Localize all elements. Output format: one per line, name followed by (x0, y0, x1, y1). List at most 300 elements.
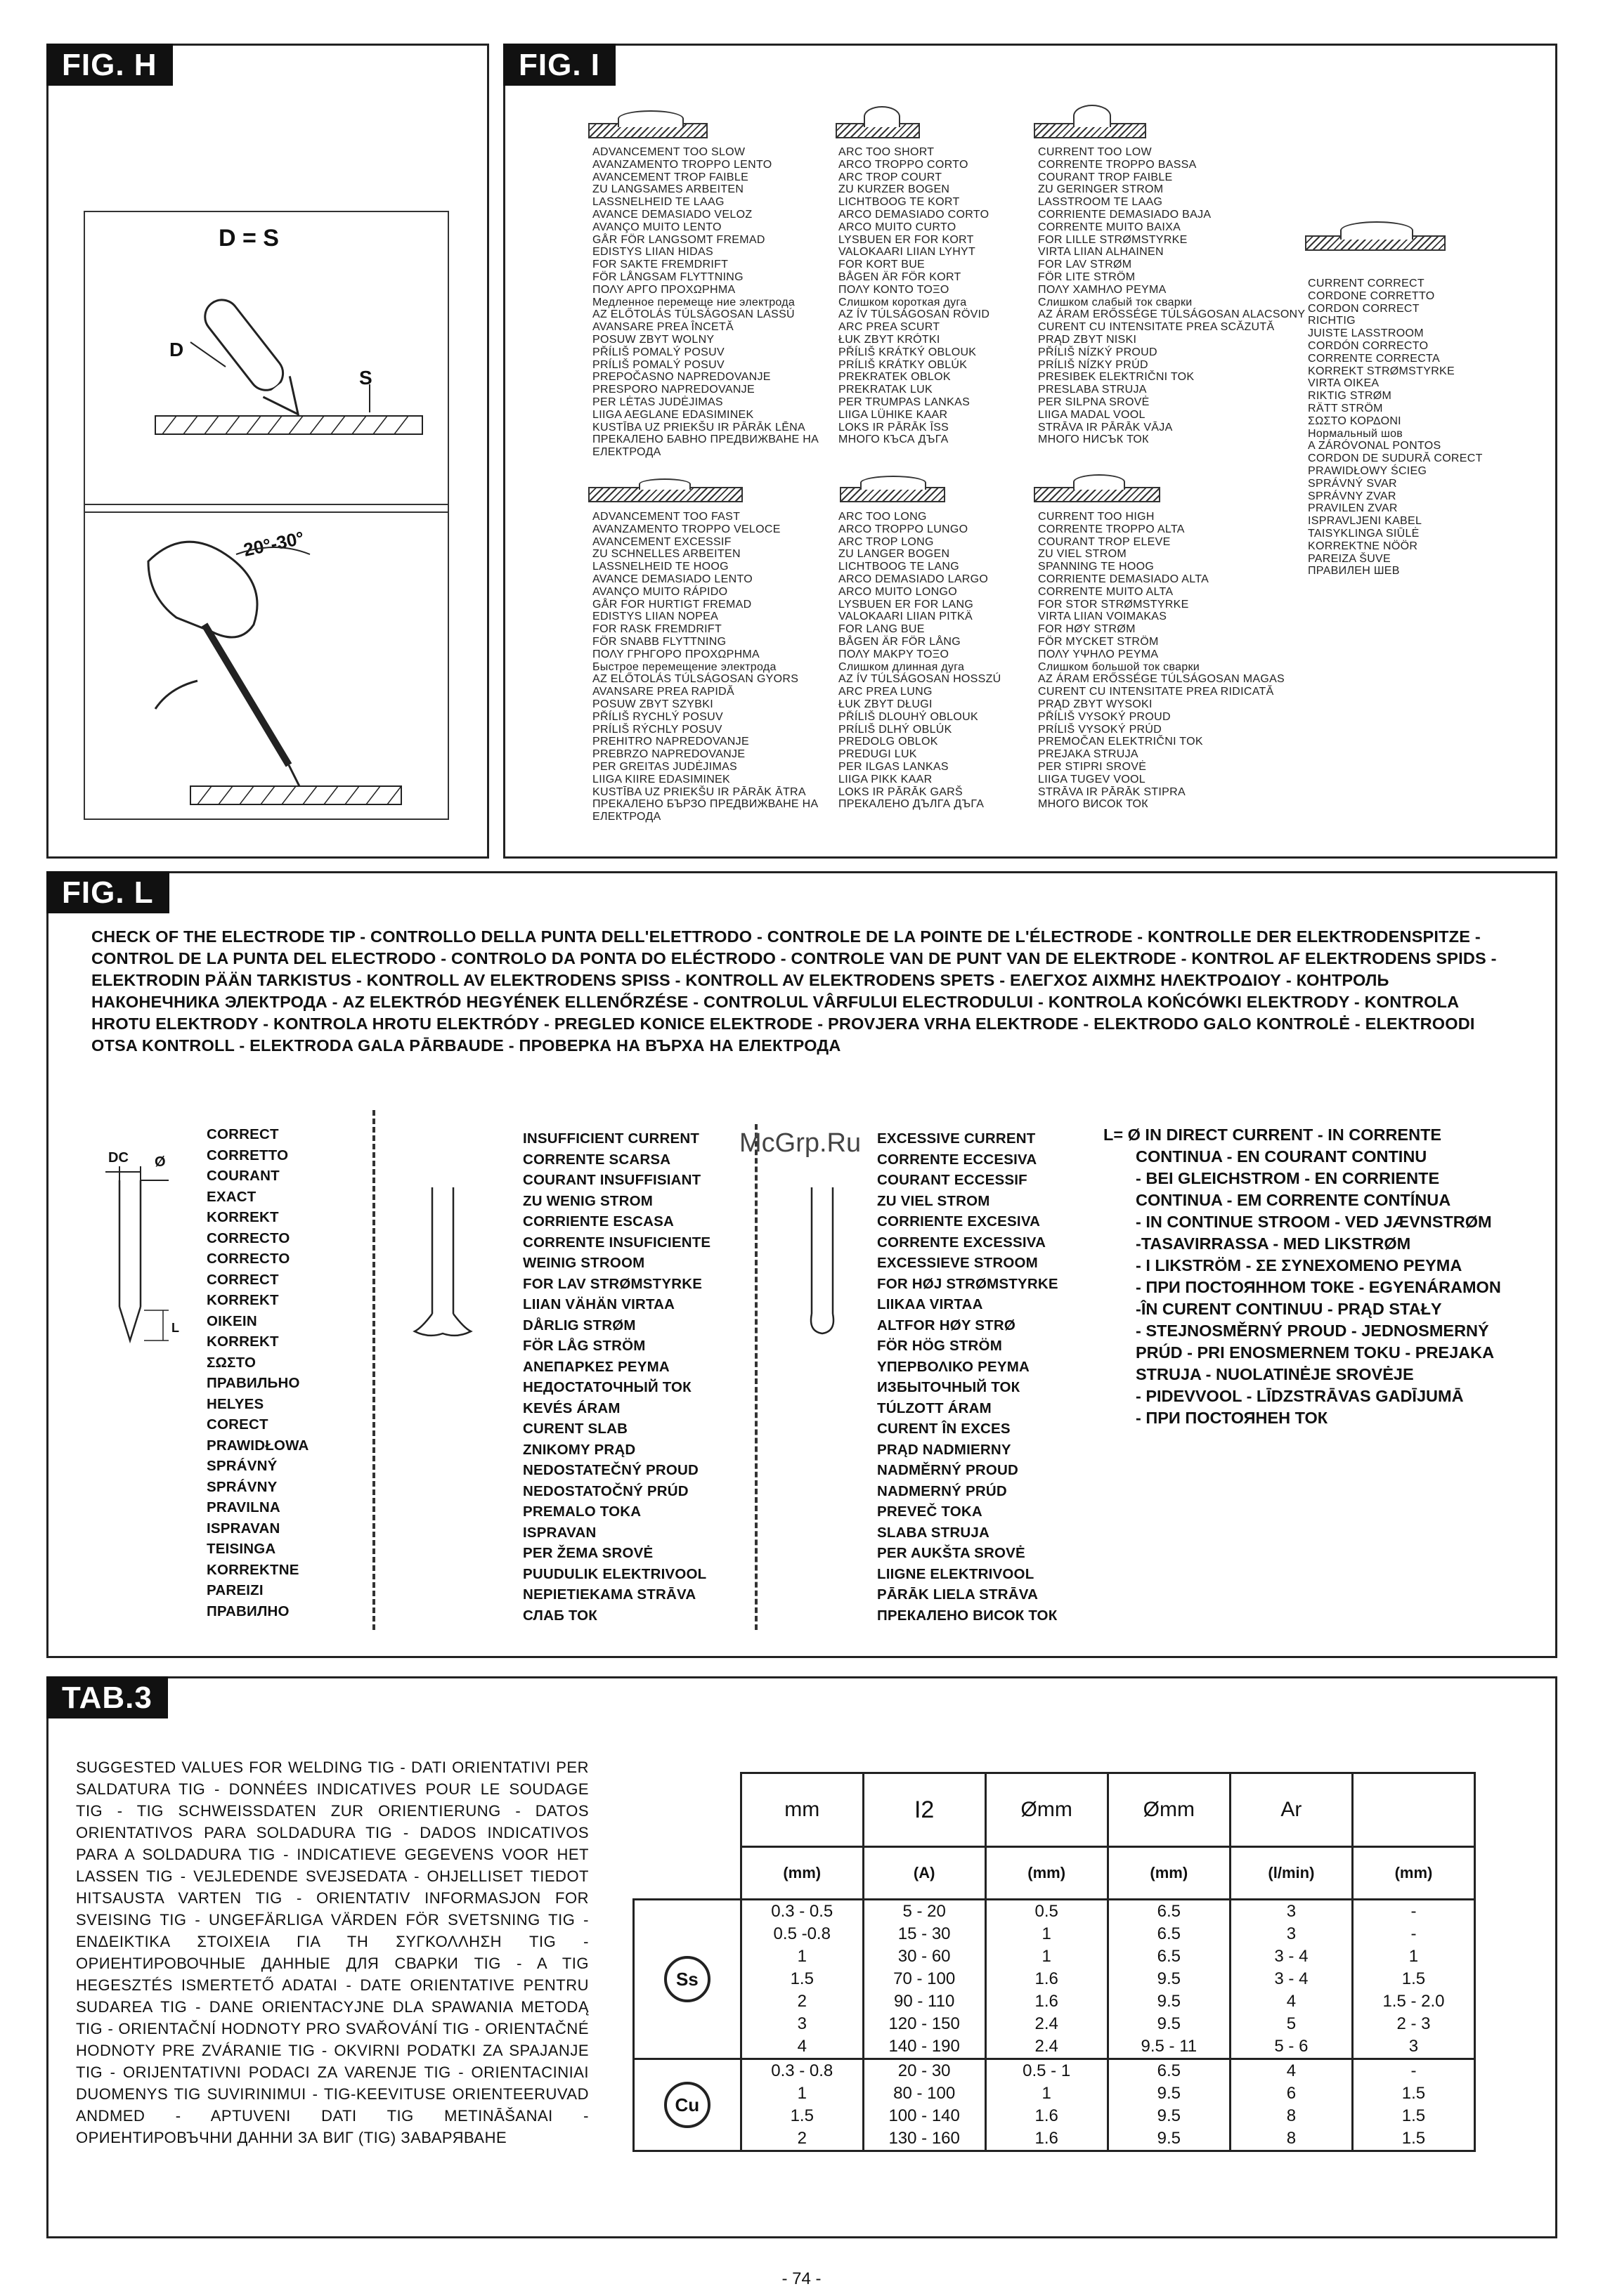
condition-line: CORRIENTE DEMASIADO ALTA (1038, 573, 1209, 585)
electrode-status-line: LIIAN VÄHÄN VIRTAA (523, 1296, 675, 1312)
table-cell: 6.5 (1108, 1923, 1230, 1945)
condition-line: LASSNELHEID TE LAAG (592, 196, 725, 209)
condition-line: FOR SAKTE FREMDRIFT (592, 259, 729, 271)
table-cell: 1 (985, 1945, 1108, 1968)
electrode-status-line: LIIKAA VIRTAA (877, 1296, 983, 1312)
condition-line: FOR STOR STRØMSTYRKE (1038, 598, 1189, 611)
fig-h-label: FIG. H (46, 44, 173, 86)
condition-line: ARC PREA SCURT (838, 321, 940, 334)
condition-line: ŁUK ZBYT KRÓTKI (838, 333, 940, 346)
table-cell: 20 - 30 (863, 2059, 985, 2083)
condition-line: ARCO DEMASIADO CORTO (838, 208, 989, 221)
condition-line: LIIGA TUGEV VOOL (1038, 773, 1146, 785)
fig-i-label: FIG. I (503, 44, 616, 86)
table-corner (634, 1847, 741, 1900)
condition-line: LASSNELHEID TE HOOG (592, 561, 729, 573)
condition-line: PŘÍLIŠ NÍZKÝ PROUD (1038, 346, 1157, 358)
electrode-status-line: ΣΩΣΤΟ (207, 1354, 257, 1371)
electrode-status-line: PRĄD NADMIERNY (877, 1441, 1011, 1458)
condition-line: PRÍLIŠ DLHÝ OBLÚK (838, 723, 952, 736)
table-cell: 0.5 (985, 1900, 1108, 1924)
table-cell: 3 - 4 (1230, 1945, 1352, 1968)
condition-line: ARCO MUITO LONGO (838, 585, 957, 598)
condition-line: CORDON DE SUDURĂ CORECT (1308, 452, 1483, 465)
condition-line: FÖR SNABB FLYTTNING (592, 635, 727, 648)
electrode-status-line: INSUFFICIENT CURRENT (523, 1130, 700, 1147)
condition-line: ARC TROP LONG (838, 535, 934, 548)
unit-cell: (l/min) (1230, 1847, 1352, 1900)
condition-line: SPANNING TE HOOG (1038, 561, 1155, 573)
table-cell: 1.6 (985, 1968, 1108, 1990)
condition-line: RÄTT STRÖM (1308, 402, 1383, 415)
condition-line: FOR KORT BUE (838, 259, 926, 271)
table-cell: 6.5 (1108, 1945, 1230, 1968)
condition-line: CORDON CORRECT (1308, 302, 1420, 315)
electrode-status-line: COURANT INSUFFISIANT (523, 1172, 701, 1188)
electrode-status-line: NEDOSTATOČNÝ PRÚD (523, 1482, 689, 1499)
condition-line: FÖR LITE STRÖM (1038, 270, 1136, 283)
electrode-status-line: FÖR LÅG STRÖM (523, 1338, 646, 1354)
electrode-correct-drawing (84, 1138, 204, 1377)
electrode-status-line: PER ŽEMA SROVĖ (523, 1545, 654, 1561)
condition-line: ARC PREA LUNG (838, 686, 933, 698)
condition-line: Слишком слабый ток сварки (1038, 296, 1193, 308)
condition-line: PŘÍLIŠ VYSOKÝ PROUD (1038, 710, 1171, 723)
condition-line: CORRENTE MUITO BAIXA (1038, 221, 1181, 233)
electrode-status-line: CURENT SLAB (523, 1421, 628, 1437)
electrode-status-line: PREVEČ TOKA (877, 1504, 982, 1520)
condition-line: FOR HØY STRØM (1038, 623, 1136, 636)
electrode-status-line: KORREKT (207, 1333, 279, 1350)
table-cell: 8 (1230, 2127, 1352, 2151)
table-cell: 0.3 - 0.8 (741, 2059, 863, 2083)
condition-line: CORRENTE TROPPO BASSA (1038, 158, 1197, 171)
electrode-status-line: ИЗБЫТОЧНЫЙ ТОК (877, 1379, 1020, 1395)
table-cell: 5 - 6 (1230, 2035, 1352, 2059)
ds-label: D = S (219, 225, 279, 252)
electrode-status-line: LIIGNE ELEKTRIVOOL (877, 1565, 1034, 1582)
direct-current-line: - ПРИ ПОСТОЯННОМ ТОКЕ - EGYENÁRAMON (1136, 1278, 1501, 1296)
condition-line: PRÍLIŠ RÝCHLY POSUV (592, 723, 722, 736)
condition-line: GÅR FOR HURTIGT FREMAD (592, 598, 752, 611)
weld-bead-low-top (1073, 105, 1111, 127)
condition-line: CURRENT CORRECT (1308, 278, 1424, 289)
condition-line: POSUW ZBYT WOLNY (592, 333, 715, 346)
condition-line: ZU LANGSAMES ARBEITEN (592, 183, 744, 196)
electrode-status-line: NADMERNÝ PRÚD (877, 1482, 1007, 1499)
header-icon-cell (1352, 1773, 1474, 1847)
electrode-status-line: NADMĚRNÝ PROUD (877, 1462, 1018, 1478)
electrode-status-line: EXCESSIVE CURRENT (877, 1130, 1036, 1147)
header-icon-cell: Ømm (985, 1773, 1108, 1847)
fig-l-divider-1 (372, 1110, 375, 1630)
fig-i-arc-long (838, 511, 1001, 811)
l-label: L (171, 1321, 179, 1335)
condition-line: PŘÍLIŠ DLOUHÝ OBLOUK (838, 710, 978, 723)
direct-current-line: L= Ø IN DIRECT CURRENT - IN CORRENTE (1103, 1126, 1442, 1144)
condition-line: ЕЛЕКТРОДА (592, 446, 661, 459)
tab3-label: TAB.3 (46, 1676, 168, 1718)
condition-line: KUSTĪBA UZ PRIEKŠU IR PĀRĀK ĀTRA (592, 785, 806, 798)
condition-line: LIIGA AEGLANE EDASIMINEK (592, 408, 754, 421)
angle-label: 20°-30° (241, 527, 306, 561)
condition-line: ΠΟΛΥ ΑΡΓΟ ΠΡΟΧΩΡΗΜΑ (592, 283, 736, 296)
table-cell: 30 - 60 (863, 1945, 985, 1968)
fig-i-panel (503, 44, 1557, 859)
table-cell: 70 - 100 (863, 1968, 985, 1990)
condition-line: PER SILPNA SROVĖ (1038, 396, 1150, 408)
condition-line: FOR LANG BUE (838, 623, 925, 636)
condition-line: CURRENT TOO HIGH (1038, 511, 1155, 523)
table-cell: 2 (741, 1990, 863, 2013)
condition-line: FOR LILLE STRØMSTYRKE (1038, 233, 1188, 246)
electrode-status-line: PREMALO TOKA (523, 1504, 642, 1520)
condition-line: ZU GERINGER STROM (1038, 183, 1164, 196)
table-cell: 1.6 (985, 2127, 1108, 2151)
electrode-status-line: ISPRAVAN (523, 1524, 597, 1541)
condition-line: FOR RASK FREMDRIFT (592, 623, 722, 636)
condition-line: PER LĖTAS JUDĖJIMAS (592, 396, 723, 408)
condition-line: PRÍLIŠ VYSOKÝ PRÚD (1038, 723, 1162, 736)
electrode-status-line: ПРЕКАЛЕНО ВИСОК ТОК (877, 1607, 1058, 1624)
condition-line: PRÍLIŠ KRÁTKY OBLÚK (838, 358, 968, 371)
electrode-drawing (85, 212, 450, 514)
fig-i-current-low (1038, 146, 1305, 446)
fig-l-direct-current-note (1103, 1124, 1501, 1429)
unit-cell: (mm) (741, 1847, 863, 1900)
condition-line: Быстрое перемещение электрода (592, 660, 777, 673)
condition-line: ARCO TROPPO CORTO (838, 158, 968, 171)
direct-current-line: -ÎN CURENT CONTINUU - PRĄD STAŁY (1136, 1300, 1442, 1318)
condition-line: PRĄD ZBYT WYSOKI (1038, 698, 1153, 710)
table-cell: 4 (1230, 2059, 1352, 2083)
direct-current-line: - PIDEVVOOL - LĪDZSTRĀVAS GADĪJUMĀ (1136, 1387, 1464, 1405)
direct-current-line: -TASAVIRRASSA - MED LIKSTRØM (1136, 1234, 1411, 1253)
electrode-status-line: CORRENTE ECCESIVA (877, 1151, 1037, 1168)
table-cell: 2.4 (985, 2013, 1108, 2035)
table-cell: 3 (1230, 1900, 1352, 1924)
condition-line: CORDONE CORRETTO (1308, 289, 1435, 302)
electrode-status-line: PRAWIDŁOWA (207, 1437, 309, 1454)
condition-line: CORDÓN CORRECTO (1308, 339, 1429, 352)
table-corner (634, 1773, 741, 1847)
fig-l-insufficient-list (523, 1128, 710, 1626)
electrode-status-line: PRAVILNA (207, 1499, 280, 1515)
condition-line: ZU LANGER BOGEN (838, 548, 950, 561)
condition-line: ΠΟΛΥ ΥΨΗΛΟ ΡΕΥΜΑ (1038, 648, 1159, 660)
table-cell: 6 (1230, 2082, 1352, 2105)
unit-cell: (mm) (985, 1847, 1108, 1900)
condition-line: PER GREITAS JUDĖJIMAS (592, 760, 738, 773)
condition-line: RIKTIG STRØM (1308, 390, 1392, 403)
condition-line: AVANCE DEMASIADO LENTO (592, 573, 753, 585)
table-cell: 80 - 100 (863, 2082, 985, 2105)
direct-current-line: - ПРИ ПОСТОЯНЕН ТОК (1136, 1409, 1328, 1427)
condition-line: Слишком короткая дуга (838, 296, 967, 308)
condition-line: МНОГО НИСЪК ТОК (1038, 433, 1149, 446)
electrode-status-line: KORREKTNE (207, 1561, 299, 1578)
condition-line: PRESLABA STRUJA (1038, 384, 1147, 396)
electrode-status-line: ΥΠΕΡΒΟΛΙΚΟ ΡΕΥΜΑ (877, 1358, 1030, 1375)
condition-line: KORREKT STRØMSTYRKE (1308, 365, 1455, 377)
condition-line: JUISTE LASSTROOM (1308, 327, 1424, 340)
fig-i-advancement-fast (592, 511, 818, 823)
material-symbol: Cu (664, 2082, 710, 2128)
condition-line: PREMOČAN ELEKTRIČNI TOK (1038, 736, 1203, 748)
condition-line: BÅGEN ÄR FÖR LÅNG (838, 635, 961, 648)
condition-line: ΠΟΛΥ ΓΡΗΓΟΡΟ ΠΡΟΧΩΡΗΜΑ (592, 648, 760, 660)
condition-line: TAISYKLINGA SIŪLĖ (1308, 527, 1420, 540)
material-symbol-cell (634, 1900, 741, 2059)
table-cell: 4 (1230, 1990, 1352, 2013)
electrode-status-line: ZU WENIG STROM (523, 1192, 654, 1209)
electrode-status-line: CORRECT (207, 1271, 279, 1288)
electrode-status-line: DÅRLIG STRØM (523, 1317, 636, 1333)
condition-line: PRESIBEK ELEKTRIČNI TOK (1038, 371, 1195, 384)
page-number: - 74 - (781, 2269, 822, 2288)
direct-current-line: - STEJNOSMĚRNÝ PROUD - JEDNOSMERNÝ (1136, 1322, 1489, 1340)
condition-line: SPRÁVNÝ SVAR (1308, 477, 1397, 490)
table-cell: 9.5 (1108, 2105, 1230, 2127)
condition-line: ŁUK ZBYT DŁUGI (838, 698, 933, 710)
electrode-status-line: CORRENTE SCARSA (523, 1151, 671, 1168)
fig-l-label: FIG. L (46, 871, 169, 913)
condition-line: МНОГО ВИСОК ТОК (1038, 798, 1148, 811)
condition-line: PREDOLG OBLOK (838, 736, 938, 748)
header-icon-cell: Ømm (1108, 1773, 1230, 1847)
condition-line: VALOKAARI LIIAN PITKÄ (838, 611, 973, 623)
weld-bead-high-top (1073, 474, 1125, 490)
condition-line: AVANÇO MUITO RÁPIDO (592, 585, 728, 598)
condition-line: FÖR LÅNGSAM FLYTTNING (592, 270, 744, 283)
electrode-status-line: KORREKT (207, 1209, 279, 1225)
condition-line: LICHTBOOG TE LANG (838, 561, 959, 573)
table-cell: 9.5 (1108, 1990, 1230, 2013)
condition-line: ПРАВИЛЕН ШЕВ (1308, 565, 1400, 578)
condition-line: VIRTA OIKEA (1308, 377, 1380, 390)
tig-values-table (632, 1772, 1476, 2152)
condition-line: LIIGA LÜHIKE KAAR (838, 408, 948, 421)
condition-line: ΠΟΛΥ ΧΑΜΗΛΟ ΡΕΥΜΑ (1038, 283, 1167, 296)
condition-line: KORREKTNE NÖÖR (1308, 540, 1418, 552)
condition-line: AZ ÍV TÚLSÁGOSAN HOSSZÚ (838, 673, 1001, 686)
fig-i-current-correct (1308, 278, 1483, 578)
table-cell: 120 - 150 (863, 2013, 985, 2035)
condition-line: ЕЛЕКТРОДА (592, 811, 661, 823)
table-cell: 1.5 - 2.0 (1352, 1990, 1474, 2013)
weld-bead-correct-top (1340, 221, 1413, 240)
condition-line: AZ ELŐTOLÁS TÚLSÁGOSAN LASSÚ (592, 308, 795, 321)
fig-i-current-high (1038, 511, 1285, 811)
electrode-status-line: HELYES (207, 1395, 264, 1412)
condition-line: ADVANCEMENT TOO SLOW (592, 146, 746, 158)
condition-line: FÖR MYCKET STRÖM (1038, 635, 1159, 648)
weld-bead-long-top (860, 476, 926, 490)
condition-line: PRÍLIŠ POMALÝ POSUV (592, 358, 725, 371)
condition-line: PREDUGI LUK (838, 748, 917, 761)
table-cell: 0.5 - 1 (985, 2059, 1108, 2083)
electrode-status-line: CORECT (207, 1416, 268, 1433)
weld-bead-short-top (864, 106, 900, 127)
direct-current-line: - IN CONTINUE STROOM - VED JÆVNSTRØM (1136, 1213, 1492, 1231)
table-cell: 8 (1230, 2105, 1352, 2127)
header-icon-cell: Ar (1230, 1773, 1352, 1847)
table-cell: 1 (741, 1945, 863, 1968)
electrode-status-line: ALTFOR HØY STRØ (877, 1317, 1015, 1333)
electrode-status-line: SPRÁVNY (207, 1478, 278, 1495)
table-cell: - (1352, 2059, 1474, 2083)
electrode-status-line: COURANT ECCESSIF (877, 1172, 1027, 1188)
electrode-status-line: ПРАВИЛЬНО (207, 1375, 300, 1391)
condition-line: PREHITRO NAPREDOVANJE (592, 736, 749, 748)
condition-line: CURRENT TOO LOW (1038, 146, 1152, 158)
fig-l-divider-2 (755, 1124, 758, 1630)
condition-line: ΣΩΣΤΟ ΚΟΡΔΟΝΙ (1308, 415, 1401, 427)
condition-line: ARCO TROPPO LUNGO (838, 523, 968, 535)
electrode-status-line: SPRÁVNÝ (207, 1458, 278, 1474)
electrode-status-line: CORRIENTE ESCASA (523, 1213, 675, 1229)
condition-line: LOKS IR PĀRĀK ĪSS (838, 421, 949, 433)
electrode-status-line: СЛАБ ТОК (523, 1607, 597, 1624)
electrode-status-line: PĀRĀK LIELA STRĀVA (877, 1586, 1039, 1603)
table-cell: 1 (741, 2082, 863, 2105)
fig-l-excessive-list (877, 1128, 1058, 1626)
unit-cell: (mm) (1352, 1847, 1474, 1900)
table-cell: 1.5 (741, 2105, 863, 2127)
dc-label: DC (108, 1150, 129, 1166)
condition-line: ΠΟΛΥ ΚΟΝΤΟ ΤΟΞΟ (838, 283, 949, 296)
condition-line: ZU VIEL STROM (1038, 548, 1127, 561)
electrode-status-line: ZU VIEL STROM (877, 1192, 990, 1209)
watermark: McGrp.Ru (739, 1128, 862, 1158)
electrode-status-line: FOR HØJ STRØMSTYRKE (877, 1275, 1058, 1292)
table-cell: 9.5 (1108, 2082, 1230, 2105)
table-cell: 1 (1352, 1945, 1474, 1968)
condition-line: LOKS IR PĀRĀK GARŠ (838, 785, 963, 798)
direct-current-line: - BEI GLEICHSTROM - EN CORRIENTE (1136, 1169, 1440, 1187)
condition-line: PER ILGAS LANKAS (838, 760, 949, 773)
electrode-status-line: KEVÉS ÁRAM (523, 1400, 621, 1416)
electrode-status-line: TÚLZOTT ÁRAM (877, 1400, 992, 1416)
electrode-status-line: EXACT (207, 1188, 257, 1205)
table-cell: 9.5 - 11 (1108, 2035, 1230, 2059)
condition-line: PER STIPRI SROVĖ (1038, 760, 1147, 773)
electrode-status-line: ΑΝΕΠΑΡΚΕΣ ΡΕΥΜΑ (523, 1358, 670, 1375)
table-cell: 1 (985, 1923, 1108, 1945)
electrode-status-line: CORRECT (207, 1126, 279, 1142)
condition-line: COURANT TROP FAIBLE (1038, 171, 1173, 183)
condition-line: AZ ÁRAM ERŐSSÉGE TÚLSÁGOSAN MAGAS (1038, 673, 1285, 686)
condition-line: AVANZAMENTO TROPPO LENTO (592, 158, 772, 171)
condition-line: LICHTBOOG TE KORT (838, 196, 960, 209)
electrode-status-line: EXCESSIEVE STROOM (877, 1255, 1038, 1271)
fig-l-heading: CHECK OF THE ELECTRODE TIP - CONTROLLO DELLA PUNTA DELL'ELETTRODO - CONTROLE DE LA POINTE DE L'ÉLECTRODE - KONTROLLE DER ELEKTRODENSPITZE - CONTROL DE LA PUNTA DEL ELECTRODO - CONTROLO DA PONTA DO ELÉCTRODO - CONTROLE VAN DE PUNT VAN DE ELEKTRODE - KONTROL AF ELEKTRODENS SPIDS - ELEKTRODIN PÄÄN TARKISTUS - KONTROLL AV ELEKTRODENS SPISS - KONTROLL AV ELEKTRODENS SPETS - ΕΛΕΓΧΟΣ ΑΙΧΜΗΣ ΗΛΕΚΤΡΟΔΙΟΥ - КОНТРОЛЬ НАКОНЕЧНИКА ЭЛЕКТРОДА - AZ ELEKTRÓD HEGYÉNEK ELLENŐRZÉSE - CONTROLUL VÂRFULUI ELECTRODULUI - KONTROLA KOŃCÓWKI ELEKTRODY - KONTROLA HROTU ELEKTRODY - KONTROLA HROTU ELEKTRÓDY - PREGLED KONICE ELEKTRODE - PROVJERA VRHA ELEKTRODE - ELEKTRODO GALO KONTROLĖ - ELEKTROODI OTSA KONTROLL - ELEKTRODA GALA PĀRBAUDE - ПРОВЕРКА НА ВЪРХА НА ЕЛЕКТРОДА (91, 927, 1497, 1055)
unit-cell: (mm) (1108, 1847, 1230, 1900)
condition-line: МНОГО КЪСА ДЪГА (838, 433, 949, 446)
fig-h-top-drawing (84, 211, 449, 513)
fig-h-panel (46, 44, 489, 859)
direct-current-line: STRUJA - NUOLATINĖJE SROVĖJE (1136, 1365, 1414, 1383)
table-cell: 1.5 (1352, 2127, 1474, 2151)
table-cell: 6.5 (1108, 1900, 1230, 1924)
condition-line: AZ ÁRAM ERŐSSÉGE TÚLSÁGOSAN ALACSONY (1038, 308, 1306, 321)
electrode-status-line: CORRENTE EXCESSIVA (877, 1234, 1046, 1251)
condition-line: AVANZAMENTO TROPPO VELOCE (592, 523, 781, 535)
condition-line: PRĄD ZBYT NISKI (1038, 333, 1137, 346)
electrode-status-line: FÖR HÖG STRÖM (877, 1338, 1002, 1354)
condition-line: BÅGEN ÄR FÖR KORT (838, 270, 961, 283)
condition-line: PRAWIDŁOWY ŚCIEG (1308, 464, 1427, 477)
electrode-status-line: PER AUKŠTA SROVĖ (877, 1545, 1025, 1561)
electrode-status-line: OIKEIN (207, 1312, 257, 1329)
condition-line: PER TRUMPAS LANKAS (838, 396, 971, 408)
electrode-status-line: CORRENTE INSUFICIENTE (523, 1234, 711, 1251)
condition-line: POSUW ZBYT SZYBKI (592, 698, 713, 710)
table-cell: 1.6 (985, 1990, 1108, 2013)
fig-i-arc-short (838, 146, 989, 446)
table-cell: 1.5 (1352, 1968, 1474, 1990)
fig-l-correct-list (207, 1124, 309, 1622)
condition-line: ZU SCHNELLES ARBEITEN (592, 548, 741, 561)
condition-line: LIIGA PIKK KAAR (838, 773, 933, 785)
condition-line: LIIGA KIIRE EDASIMINEK (592, 773, 730, 785)
condition-line: ПРЕКАЛЕНО ДЪЛГА ДЪГА (838, 798, 985, 811)
condition-line: CORRENTE MUITO ALTA (1038, 585, 1174, 598)
condition-line: PREPOČASNO NAPREDOVANJE (592, 371, 771, 384)
electrode-insufficient-drawing (401, 1187, 485, 1370)
header-icon-cell: I2 (863, 1773, 985, 1847)
condition-line: PREBRZO NAPREDOVANJE (592, 748, 746, 761)
condition-line: A ZÁRÓVONAL PONTOS (1308, 440, 1441, 452)
direct-current-line: - I LIKSTRÖM - ΣΕ ΣΥΝΕΧΟΜΕΝΟ ΡΕΥΜΑ (1136, 1256, 1462, 1274)
table-cell: 1 (985, 2082, 1108, 2105)
electrode-status-line: NEPIETIEKAMA STRĀVA (523, 1586, 696, 1603)
electrode-status-line: FOR LAV STRØMSTYRKE (523, 1275, 703, 1292)
table-cell: 2 - 3 (1352, 2013, 1474, 2035)
condition-line: PAREIZA ŠUVE (1308, 552, 1391, 565)
condition-line: LASSTROOM TE LAAG (1038, 196, 1163, 209)
table-cell: 6.5 (1108, 2059, 1230, 2083)
condition-line: COURANT TROP ELEVE (1038, 535, 1171, 548)
condition-line: ZU KURZER BOGEN (838, 183, 950, 196)
table-cell: 3 - 4 (1230, 1968, 1352, 1990)
condition-line: ПРЕКАЛЕНО БЪРЗО ПРЕДВИЖВАНЕ НА (592, 798, 819, 811)
condition-line: AVANSARE PREA RAPIDĂ (592, 686, 734, 698)
condition-line: CURENT CU INTENSITATE PREA RIDICATĂ (1038, 686, 1274, 698)
condition-line: STRĀVA IR PĀRĀK STIPRA (1038, 785, 1186, 798)
direct-current-line: CONTINUA - EM CORRENTE CONTÍNUA (1136, 1191, 1451, 1209)
condition-line: PRESPORO NAPREDOVANJE (592, 384, 755, 396)
table-cell: 9.5 (1108, 1968, 1230, 1990)
diameter-label: Ø (155, 1154, 166, 1170)
condition-line: ARC TROP COURT (838, 171, 942, 183)
table-cell: 1.5 (741, 1968, 863, 1990)
condition-line: EDISTYS LIIAN NOPEA (592, 611, 719, 623)
table-cell: 2 (741, 2127, 863, 2151)
condition-line: ARCO MUITO CURTO (838, 221, 956, 233)
condition-line: AVANCE DEMASIADO VELOZ (592, 208, 753, 221)
condition-line: VIRTA LIIAN ALHAINEN (1038, 246, 1164, 259)
table-cell: 5 (1230, 2013, 1352, 2035)
d-label: D (169, 339, 184, 360)
condition-line: Слишком длинная дуга (838, 660, 965, 673)
table-cell: 130 - 160 (863, 2127, 985, 2151)
electrode-status-line: PUUDULIK ELEKTRIVOOL (523, 1565, 707, 1582)
condition-line: ARCO DEMASIADO LARGO (838, 573, 989, 585)
table-cell: 140 - 190 (863, 2035, 985, 2059)
electrode-status-line: CORRETTO (207, 1147, 289, 1163)
condition-line: ПРЕКАЛЕНО БАВНО ПРЕДВИЖВАНЕ НА (592, 433, 819, 446)
